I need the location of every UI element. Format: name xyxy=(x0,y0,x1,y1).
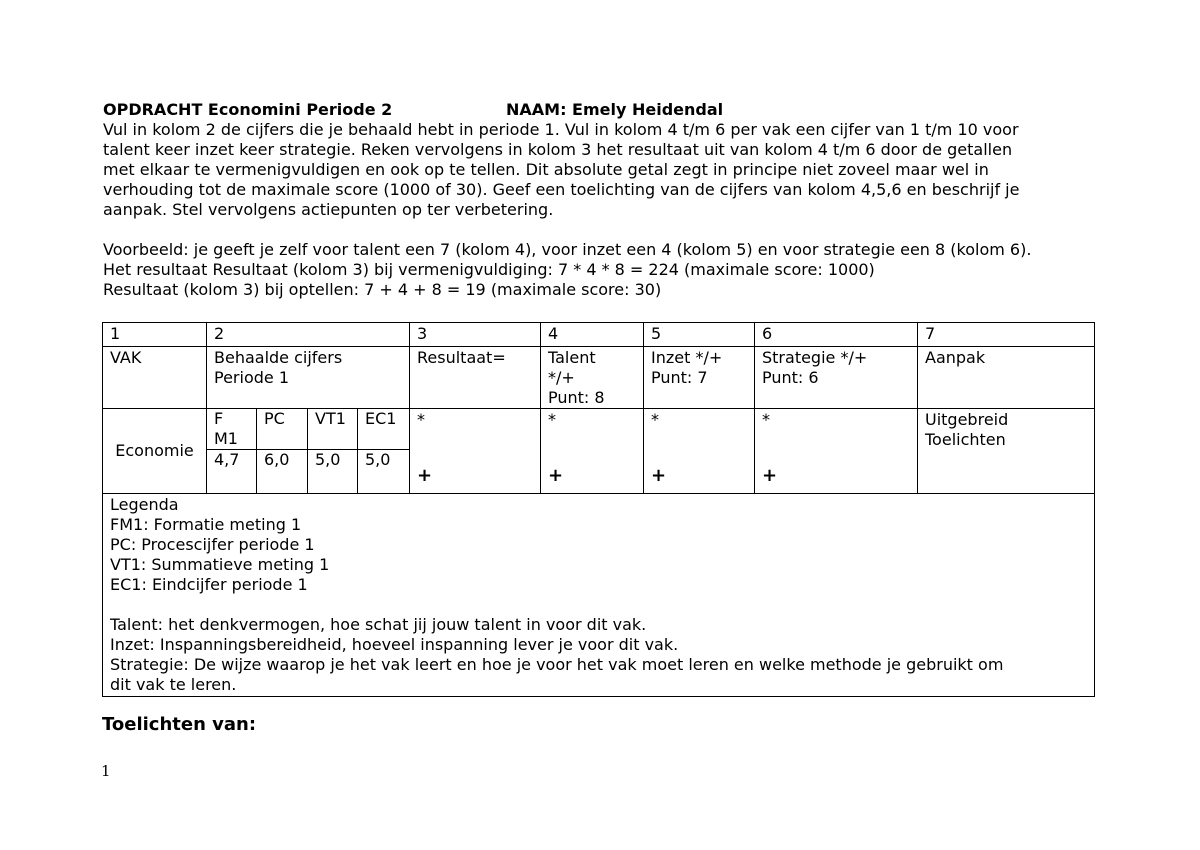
legenda-cell xyxy=(103,494,1095,697)
example-line: Het resultaat Resultaat (kolom 3) bij vermenigvuldiging: 7 * 4 * 8 = 224 (maximale score: 1000) xyxy=(103,260,875,279)
talent-cell[interactable] xyxy=(541,409,644,494)
legenda-row xyxy=(103,494,1095,697)
aanpak-cell[interactable] xyxy=(918,409,1095,494)
grade-vt1: 5,0 xyxy=(308,450,358,494)
instruction-line: Vul in kolom 2 de cijfers die je behaald hebt in periode 1. Vul in kolom 4 t/m 6 per vak een cijfer van 1 t/m 10 voor xyxy=(103,120,1019,139)
strategie-cell[interactable] xyxy=(755,409,918,494)
instruction-line: verhouding tot de maximale score (1000 of 30). Geef een toelichting van de cijfers van kolom 4,5,6 en beschrijf je xyxy=(103,180,1020,199)
legenda-line: PC: Procescijfer periode 1 xyxy=(110,535,315,554)
column-number: 5 xyxy=(644,323,755,347)
example-paragraph xyxy=(103,240,1098,300)
column-number: 7 xyxy=(918,323,1095,347)
legenda-title: Legenda xyxy=(110,495,179,514)
result-cell[interactable] xyxy=(410,409,541,494)
header-resultaat: Resultaat= xyxy=(410,347,541,409)
assignment-title: OPDRACHT Economini Periode 2 xyxy=(103,100,393,119)
column-number-row xyxy=(103,323,1095,347)
column-number: 6 xyxy=(755,323,918,347)
header-line: Punt: 7 xyxy=(651,368,708,387)
subheader-line: F xyxy=(214,409,224,428)
assessment-table xyxy=(102,322,1095,697)
subject-name: Economie xyxy=(103,409,207,494)
column-number: 1 xyxy=(103,323,207,347)
multiply-sign: * xyxy=(762,410,770,429)
header-line: Behaalde cijfers xyxy=(214,348,343,367)
header-line: */+ xyxy=(548,368,575,387)
plus-sign: + xyxy=(762,465,778,486)
header-line: Talent xyxy=(548,348,596,367)
toelichten-heading: Toelichten van: xyxy=(102,714,257,735)
plus-sign: + xyxy=(651,465,667,486)
page-number: 1 xyxy=(101,762,111,780)
instruction-line: talent keer inzet keer strategie. Reken vervolgens in kolom 3 het resultaat uit van kolom 4 t/m 6 door de getallen xyxy=(103,140,1013,159)
grade-ec1: 5,0 xyxy=(358,450,410,494)
multiply-sign: * xyxy=(548,410,556,429)
legenda-line: VT1: Summatieve meting 1 xyxy=(110,555,330,574)
legenda-line: Strategie: De wijze waarop je het vak leert en hoe je voor het vak moet leren en welke methode je gebruikt om xyxy=(110,655,1004,674)
header-line: Inzet */+ xyxy=(651,348,723,367)
legenda-line: Talent: het denkvermogen, hoe schat jij jouw talent in voor dit vak. xyxy=(110,615,647,634)
header-inzet xyxy=(644,347,755,409)
grade-pc: 6,0 xyxy=(257,450,308,494)
instruction-line: met elkaar te vermenigvuldigen en ook op te tellen. Dit absolute getal zegt in principe niet zoveel maar wel in xyxy=(103,160,989,179)
column-number: 2 xyxy=(207,323,410,347)
header-behaalde-cijfers xyxy=(207,347,410,409)
header-vak: VAK xyxy=(103,347,207,409)
subheader-pc: PC xyxy=(257,409,308,450)
legenda-line: EC1: Eindcijfer periode 1 xyxy=(110,575,308,594)
legenda-line: Inzet: Inspanningsbereidheid, hoeveel inspanning lever je voor dit vak. xyxy=(110,635,679,654)
header-talent xyxy=(541,347,644,409)
instructions-paragraph xyxy=(103,120,1098,220)
inzet-cell[interactable] xyxy=(644,409,755,494)
aanpak-line: Uitgebreid xyxy=(925,410,1009,429)
example-line: Voorbeeld: je geeft je zelf voor talent een 7 (kolom 4), voor inzet een 4 (kolom 5) en voor strategie een 8 (kolom 6). xyxy=(103,240,1032,259)
plus-sign: + xyxy=(548,465,564,486)
header-line: Punt: 8 xyxy=(548,388,605,407)
multiply-sign: * xyxy=(417,410,425,429)
header-strategie xyxy=(755,347,918,409)
document-page xyxy=(103,100,1098,300)
column-number: 3 xyxy=(410,323,541,347)
column-header-row xyxy=(103,347,1095,409)
subheader-ec1: EC1 xyxy=(358,409,410,450)
plus-sign: + xyxy=(417,465,433,486)
grade-fm1: 4,7 xyxy=(207,450,257,494)
legenda-line: dit vak te leren. xyxy=(110,675,237,694)
column-number: 4 xyxy=(541,323,644,347)
header-aanpak: Aanpak xyxy=(918,347,1095,409)
aanpak-line: Toelichten xyxy=(925,430,1006,449)
header-line: Punt: 6 xyxy=(762,368,819,387)
subheader-line: M1 xyxy=(214,429,238,448)
example-line: Resultaat (kolom 3) bij optellen: 7 + 4 + 8 = 19 (maximale score: 30) xyxy=(103,280,662,299)
legenda-line xyxy=(110,595,1087,615)
header-line: Strategie */+ xyxy=(762,348,868,367)
subheader-fm1 xyxy=(207,409,257,450)
instruction-line: aanpak. Stel vervolgens actiepunten op ter verbetering. xyxy=(103,200,554,219)
legenda-line: FM1: Formatie meting 1 xyxy=(110,515,302,534)
multiply-sign: * xyxy=(651,410,659,429)
header-line: Periode 1 xyxy=(214,368,289,387)
subheader-vt1: VT1 xyxy=(308,409,358,450)
student-name: NAAM: Emely Heidendal xyxy=(506,100,724,119)
document-header xyxy=(103,100,1098,120)
subject-row xyxy=(103,409,1095,450)
